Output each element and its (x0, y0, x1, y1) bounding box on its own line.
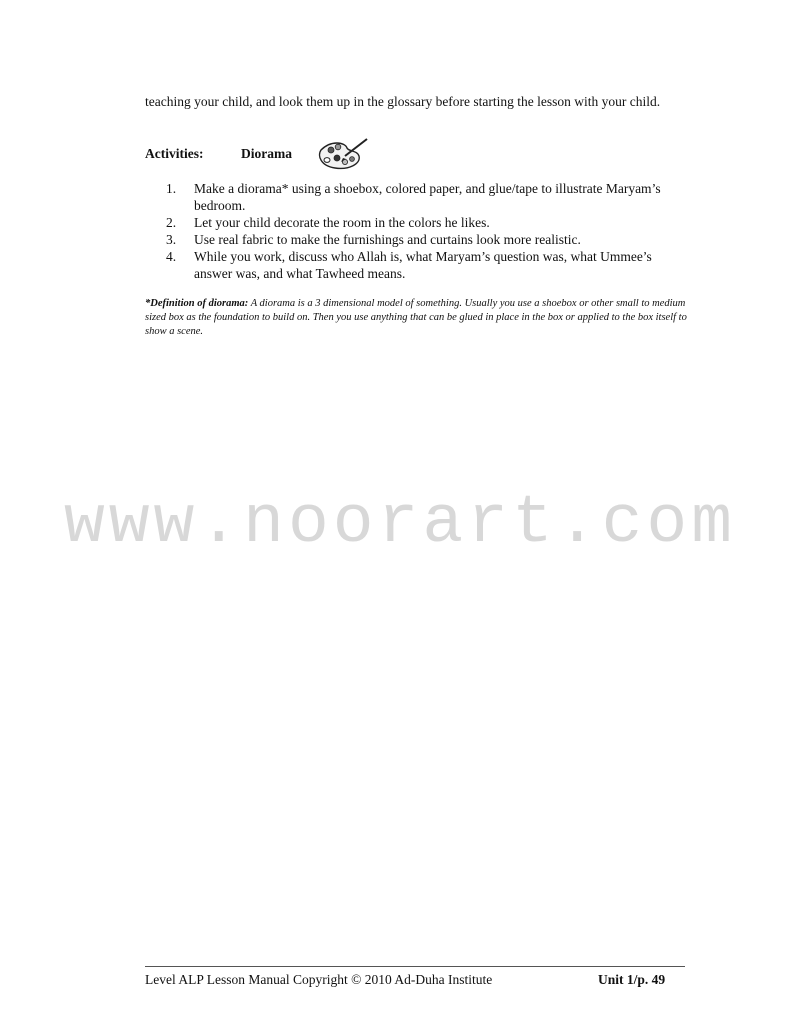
intro-paragraph: teaching your child, and look them up in the glossary before starting the lesson with your child. (145, 94, 661, 109)
watermark: www.noorart.com (63, 485, 737, 562)
step-number: 4. (166, 249, 177, 264)
step-number: 2. (166, 215, 177, 230)
definition-term: *Definition of diorama: (145, 298, 249, 309)
list-item (166, 248, 686, 282)
diorama-definition (145, 297, 690, 339)
step-text: Make a diorama* using a shoebox, colored paper, and glue/tape to illustrate Maryam’s bedroom. (194, 181, 661, 213)
list-item (166, 180, 686, 214)
list-item (166, 231, 686, 248)
paint-palette-icon (313, 136, 371, 172)
activities-label: Activities: (145, 146, 204, 161)
footer-copyright: Level ALP Lesson Manual Copyright © 2010 Ad-Duha Institute (145, 972, 493, 987)
step-number: 3. (166, 232, 177, 247)
list-item (166, 214, 686, 231)
activity-steps-list (166, 180, 686, 282)
footer-divider (145, 966, 685, 967)
activity-name: Diorama (241, 146, 292, 161)
step-number: 1. (166, 181, 177, 196)
step-text: Let your child decorate the room in the colors he likes. (194, 215, 490, 230)
footer-page-number: Unit 1/p. 49 (598, 972, 666, 987)
step-text: Use real fabric to make the furnishings and curtains look more realistic. (194, 232, 581, 247)
step-text: While you work, discuss who Allah is, what Maryam’s question was, what Ummee’s answer was, and what Tawheed means. (194, 249, 652, 281)
definition-text: A diorama is a 3 dimensional model of something. Usually you use a shoebox or other small to medium sized box as the foundation to build on. Then you use anything that can be glued in place in the box or applied to the box itself to show a scene. (145, 298, 687, 337)
